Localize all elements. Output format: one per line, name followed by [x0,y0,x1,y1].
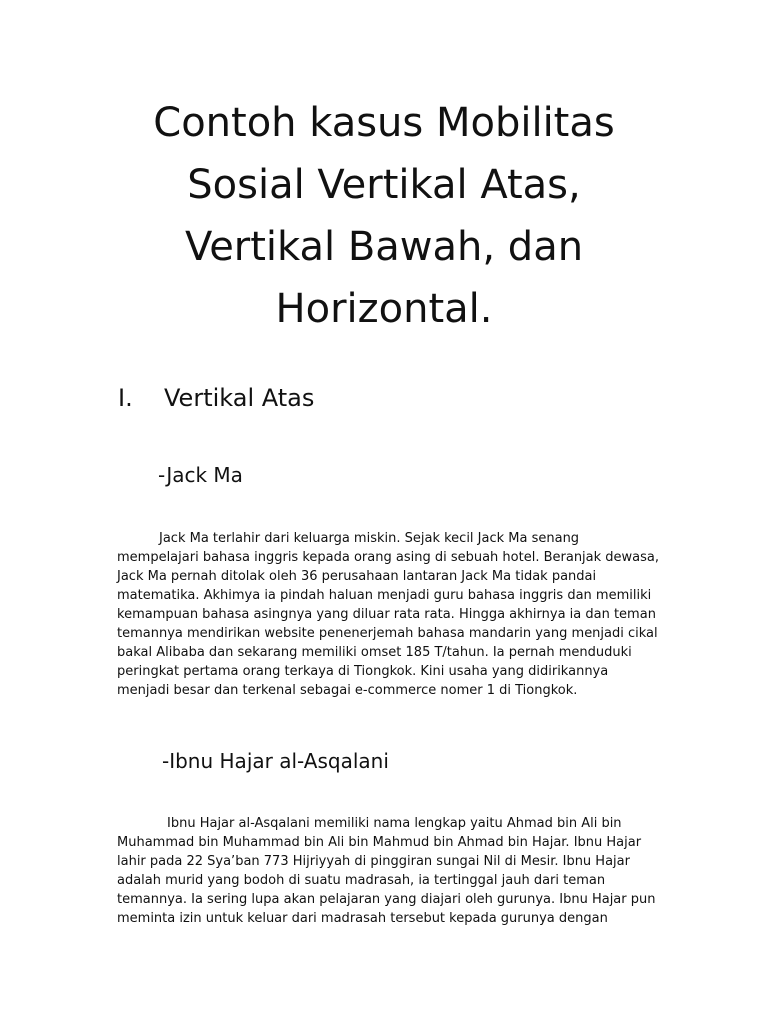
paragraph-line: peringkat pertama orang terkaya di Tiongkok. Kini usaha yang didirikannya [117,664,609,679]
subsection-heading-ibnu-hajar: -Ibnu Hajar al-Asqalani [162,749,389,773]
paragraph-line: Ibnu Hajar al-Asqalani memiliki nama lengkap yaitu Ahmad bin Ali bin [167,816,622,831]
paragraph-line: adalah murid yang bodoh di suatu madrasah, ia tertinggal jauh dari teman [117,873,606,888]
title-line: Sosial Vertikal Atas, [187,162,581,208]
paragraph-line: lahir pada 22 Sya’ban 773 Hijriyyah di pinggiran sungai Nil di Mesir. Ibnu Hajar [117,854,630,869]
paragraph-line: temannya mendirikan website penenerjemah bahasa mandarin yang menjadi cikal [117,626,658,641]
paragraph-ibnu-hajar [117,814,657,928]
paragraph-line: bakal Alibaba dan sekarang memiliki omset 185 T/tahun. Ia pernah menduduki [117,645,632,660]
title-line: Contoh kasus Mobilitas [153,100,615,146]
title-line: Horizontal. [275,286,493,332]
section-heading [118,382,314,414]
document-title [84,92,684,340]
paragraph-line: meminta izin untuk keluar dari madrasah tersebut kepada gurunya dengan [117,911,608,926]
section-title: Vertikal Atas [164,384,315,412]
subsection-heading-jack-ma: -Jack Ma [158,463,243,487]
paragraph-line: menjadi besar dan terkenal sebagai e-commerce nomer 1 di Tiongkok. [117,683,578,698]
paragraph-line: temannya. Ia sering lupa akan pelajaran yang diajari oleh gurunya. Ibnu Hajar pun [117,892,656,907]
paragraph-line: mempelajari bahasa inggris kepada orang asing di sebuah hotel. Beranjak dewasa, [117,550,660,565]
paragraph-line: kemampuan bahasa asingnya yang diluar rata rata. Hingga akhirnya ia dan teman [117,607,656,622]
paragraph-line: Jack Ma terlahir dari keluarga miskin. Sejak kecil Jack Ma senang [159,531,580,546]
section-number: I. [118,384,133,412]
paragraph-jack-ma [117,529,660,700]
title-line: Vertikal Bawah, dan [184,224,584,270]
paragraph-line: matematika. Akhimya ia pindah haluan menjadi guru bahasa inggris dan memiliki [117,588,652,603]
paragraph-line: Muhammad bin Muhammad bin Ali bin Mahmud bin Ahmad bin Hajar. Ibnu Hajar [117,835,642,850]
paragraph-line: Jack Ma pernah ditolak oleh 36 perusahaan lantaran Jack Ma tidak pandai [117,569,597,584]
